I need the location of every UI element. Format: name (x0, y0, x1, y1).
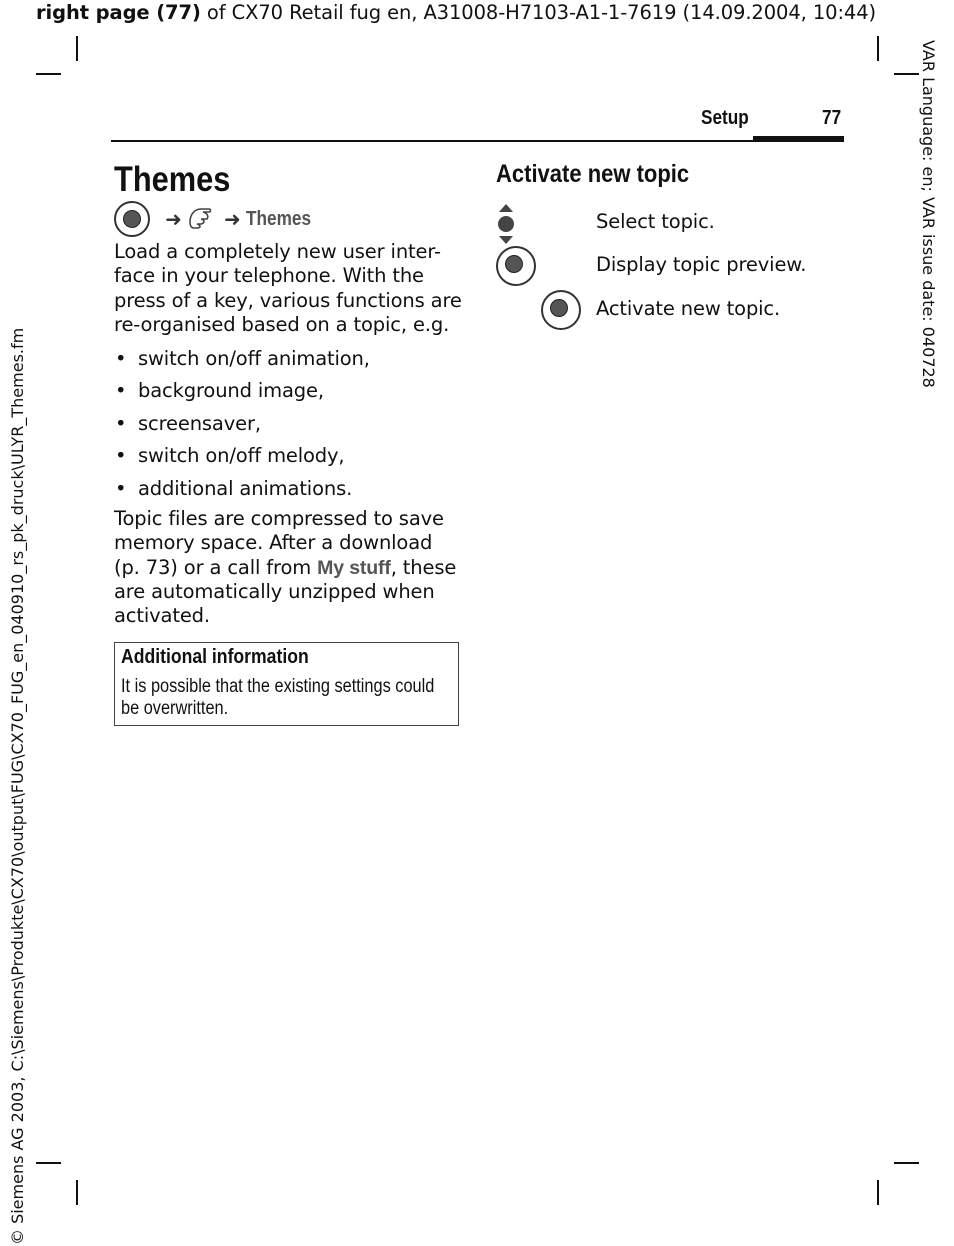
center-navigation-key-icon (496, 246, 536, 286)
paragraph-line: memory space. After a download (114, 531, 433, 555)
center-navigation-key-icon (541, 290, 581, 330)
header-rule-accent (753, 136, 844, 142)
list-item: • switch on/off melody, (114, 440, 370, 472)
list-item: • screensaver, (114, 408, 370, 440)
header-section-title: Setup (701, 107, 749, 129)
page-title: Themes (114, 160, 231, 199)
header-page-number: 77 (822, 107, 842, 129)
info-box-body (121, 676, 448, 719)
arrow-right-icon: ➜ (165, 207, 182, 231)
crop-mark (894, 1162, 919, 1164)
info-line: be overwritten. (121, 697, 229, 719)
step-select-topic: Select topic. (596, 210, 715, 233)
crop-mark (76, 1180, 78, 1205)
menu-path-themes: Themes (245, 207, 311, 230)
crop-mark (877, 36, 879, 61)
step-display-preview: Display topic preview. (596, 253, 807, 276)
print-info-bold: right page (77) (36, 1, 201, 24)
intro-paragraph (114, 240, 464, 337)
list-item: • switch on/off animation, (114, 343, 370, 375)
print-info-line (36, 1, 876, 24)
step-activate-topic: Activate new topic. (596, 297, 781, 320)
crop-mark (877, 1180, 879, 1205)
side-file-path: © Siemens AG 2003, C:\Siemens\Produkte\CX70\output\FUG\CX70_FUG_en_040910_rs_pk_druck\ULYR_Themes.fm (8, 327, 27, 1245)
crop-mark (36, 73, 61, 75)
up-down-navigation-key-icon (496, 203, 516, 245)
intro-line: face in your telephone. With the (114, 264, 424, 288)
list-item: • additional animations. (114, 473, 370, 505)
crop-mark (894, 73, 919, 75)
menu-reference-my-stuff: My stuff (317, 556, 391, 579)
compression-paragraph (114, 507, 464, 628)
arrow-right-icon: ➜ (224, 207, 241, 231)
paragraph-line: Topic files are compressed to save (114, 507, 444, 530)
intro-line: press of a key, various functions are (114, 288, 462, 312)
intro-line: Load a completely new user inter- (114, 240, 441, 263)
paragraph-text: , these (390, 555, 457, 579)
center-navigation-key-icon (114, 201, 150, 237)
feature-list (114, 343, 370, 505)
additional-information-box (114, 642, 459, 726)
paragraph-line: are automatically unzipped when (114, 579, 435, 603)
header-rule (111, 140, 844, 142)
paragraph-line: activated. (114, 604, 210, 628)
paragraph-text: (p. 73) or a call from (114, 555, 318, 579)
section-title: Activate new topic (496, 160, 690, 188)
side-language-info: VAR Language: en; VAR issue date: 040728 (919, 40, 938, 388)
crop-mark (76, 36, 78, 61)
print-info-rest: of CX70 Retail fug en, A31008-H7103-A1-1-7619 (14.09.2004, 10:44) (200, 1, 877, 24)
info-line: It is possible that the existing settings could (121, 676, 435, 697)
intro-line: re-organised based on a topic, e.g. (114, 312, 450, 336)
crop-mark (36, 1162, 61, 1164)
menu-path (114, 201, 322, 239)
list-item: • background image, (114, 375, 370, 407)
info-box-title: Additional information (121, 646, 309, 668)
setup-hand-icon (187, 204, 219, 234)
paragraph-line (114, 556, 464, 580)
